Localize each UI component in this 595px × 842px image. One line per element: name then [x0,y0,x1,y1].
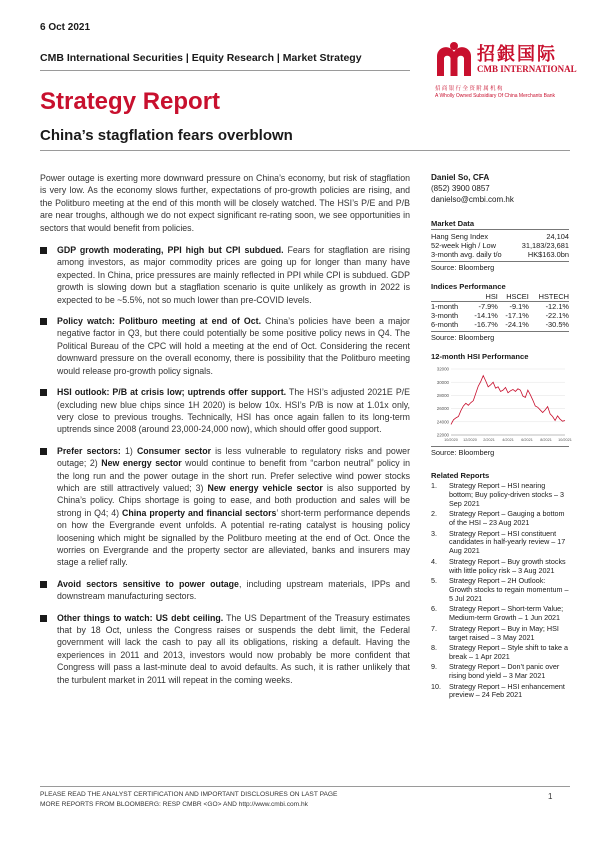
related-report-number: 7. [431,623,437,633]
logo-subtitle-cn: 招 商 银 行 全 资 附 属 机 构 [435,86,503,92]
x-tick-label: 10/2020 [444,437,458,442]
related-title: Related Reports [431,471,490,481]
bullet-text: Fears for stagflation are rising among investors, as major commodity prices are going up for longer than many have expected. In China, price pressures are mainly reflected in PPI while CPI is subdued. GDP growth is slowing down but a stagflation scenario is quite unlikely as growth in 2022 is expected to be ~5.5%, not so much lower than pre-COVID levels. [57,245,410,305]
indices-header-row [431,292,569,302]
related-report-number: 1. [431,481,437,491]
title-divider [40,150,570,151]
related-report-text: Strategy Report – Gauging a bottom of the HSI – 23 Aug 2021 [449,509,565,528]
logo-chinese-text: 招銀国际 [477,44,557,65]
bullet-item [40,612,410,686]
y-tick-label: 22000 [436,432,449,438]
bullet-text: would continue to benefit from “carbon neutral” policy in the long run and the power outage in the short run. Prefer selective wind power stocks which are still attractively valued; 3) [57,458,410,493]
bullet-heading: Policy watch: Politburo meeting at end of Oct. [57,316,262,327]
indices-cell: -22.1% [545,311,569,321]
page-title: China’s stagflation fears overblown [40,127,293,144]
header-divider [40,70,410,71]
market-data-value: 24,104 [546,232,569,241]
indices-table [431,292,569,330]
footer-divider [40,786,570,787]
header-title: CMB International Securities | Equity Research | Market Strategy [40,52,362,64]
bullet-list [40,244,410,686]
indices-header: HSI [467,292,498,302]
main-body [40,172,410,695]
related-report-item [431,625,569,643]
indices-cell: -7.9% [478,302,498,312]
x-tick-label: 8/2021 [540,437,552,442]
x-tick-label: 10/2021 [558,437,572,442]
y-tick-label: 24000 [436,419,449,425]
related-report-item [431,530,569,557]
indices-header: HSCEI [498,292,529,302]
hsi-line-chart [431,365,572,445]
report-type: Strategy Report [40,88,221,115]
related-report-number: 5. [431,576,437,586]
related-report-item [431,644,569,662]
bullet-text: is less vulnerable to regulatory risks and power outage; 2) [57,445,410,469]
market-data-row [431,232,569,241]
related-report-number: 9. [431,662,437,672]
indices-cell: 1-month [431,302,459,312]
sidebar [431,172,572,702]
related-report-text: Strategy Report – Style shift to take a break – 1 Apr 2021 [449,642,569,661]
sector-name: New energy sector [101,458,182,469]
indices-cell: -9.1% [509,302,529,312]
cmbi-logo [433,40,581,104]
related-report-item [431,558,569,576]
x-tick-label: 4/2021 [502,437,514,442]
related-report-item [431,510,569,528]
bullet-item [40,386,410,436]
cmb-logo-icon [433,40,475,80]
page-number: 1 [548,792,553,801]
analyst-phone: (852) 3900 0857 [431,184,490,193]
y-tick-label: 26000 [436,406,449,412]
indices-row [431,311,569,320]
indices-cell: 3-month [431,311,459,321]
market-data-value: HK$163.0bn [527,250,569,260]
logo-subtitle-en: A Wholly Owned Subsidiary Of China Merchants Bank [435,93,556,99]
related-report-text: Strategy Report – Short-term Value; Medium-term Growth – 1 Jun 2021 [449,604,564,623]
y-tick-label: 30000 [436,379,449,385]
related-report-item [431,683,569,701]
related-report-item [431,482,569,509]
market-data-value: 31,183/23,681 [521,241,569,251]
y-tick-label: 28000 [436,392,449,398]
related-report-number: 3. [431,528,437,538]
bullet-text: China’s policies have been a major negative factor in Q3, but there could potentially be some positive policy news in Q4. The Political Bureau of the CPC will hold a meeting at the end of Oct. Considering the recent downward pressure on the overall economy, there is possibility that the Politburo meeting would release pro-growth policy signals. [57,316,410,376]
indices-row [431,302,569,312]
indices-row [431,320,569,329]
bullet-item [40,445,410,569]
indices-header [431,292,467,302]
related-report-text: Strategy Report – 2H Outlook: Growth stocks to regain momentum – 5 Jul 2021 [449,576,569,603]
bullet-item [40,315,410,377]
indices-cell: -17.1% [505,311,529,321]
bullet-text: ’ short-term performance depends on how the Evergrande event unfolds. A potential re-rating catalyst is housing policy loosening which might be signalled by the Politburo meeting at the end of Oct. Once the worries on Evergrande and the property sector are alleviated, banks and insurers may stage a relief rally. [57,507,411,568]
bullet-square [40,581,47,588]
bullet-heading: Avoid sectors sensitive to power outage [57,578,239,589]
related-report-item [431,605,569,623]
bullet-text: The US Department of the Treasury estimates that by 18 Oct, unless the Congress raises or suspends the debt limit, the Federal government will lack the cash to pay all its obligations, risking a default. Having the experiences in 2011 and 2013, investors would now probably be more confident that Congress will pass a last-minute deal to avoid defaults. As such, it is rather unlikely that the turbulent market in 2011 will repeat in the coming weeks. [57,612,410,685]
indices-source: Source: Bloomberg [431,331,569,342]
related-report-text: Strategy Report – Buy in May; HSI target raised – 3 May 2021 [449,623,559,642]
bullet-square [40,318,47,325]
related-report-number: 8. [431,642,437,652]
x-tick-label: 2/2021 [483,437,495,442]
x-tick-label: 12/2020 [463,437,477,442]
bullet-text: , including upstream materials, IPPs and downstream manufacturing sectors. [57,578,410,602]
market-data-label: 3-month avg. daily t/o [431,250,502,260]
intro-paragraph: Power outage is exerting more downward pressure on China’s economy, but risk of stagflation is very low. As the economy slows further, expectations of pro-growth policies are rising, and the Politburo meeting at the end of this month will be closely watched. The HSI’s P/E and P/B are near troughs, although we do not expect significant re-rating soon, we see opportunities in sectors that would benefit from policies. [40,173,410,233]
related-report-text: Strategy Report – HSI nearing bottom; Buy policy-driven stocks – 3 Sep 2021 [449,481,565,508]
bullet-item [40,244,410,306]
related-report-number: 10. [431,681,441,691]
related-report-text: Strategy Report – Don’t panic over rising bond yield – 3 Mar 2021 [449,662,560,681]
related-report-item [431,577,569,604]
analyst-name: Daniel So, CFA [431,173,490,182]
market-data-row [431,241,569,250]
market-data-row [431,250,569,259]
indices-cell: -14.1% [474,311,498,321]
hsi-series-line [451,375,565,424]
chart-source: Source: Bloomberg [431,446,569,457]
market-data-label: Hang Seng Index [431,232,489,241]
indices-cell: -24.1% [505,320,529,330]
sector-name: Consumer sector [136,445,212,456]
related-report-number: 2. [431,509,437,519]
bullet-square [40,615,47,622]
related-report-text: Strategy Report – Buy growth stocks with little policy risk – 3 Aug 2021 [449,556,566,575]
related-report-number: 6. [431,604,437,614]
bullet-heading: Other things to watch: US debt ceiling. [57,612,224,623]
chart-title: 12-month HSI Performance [431,351,529,361]
indices-cell: -30.5% [545,320,569,330]
bullet-text: The HSI’s adjusted 2021E P/E (excluding new blue chips since 1H 2020) is below 10x. HSI’s P/B is now at 1.01x only, very close to previous troughs. Technically, HSI has once again fallen to its long-term uptrends since 2008 (around 23,000-24,000 now), which should offer good support. [57,387,410,435]
bullet-square [40,389,47,396]
related-list [431,482,569,700]
report-date: 6 Oct 2021 [40,22,91,33]
market-data-label: 52-week High / Low [431,241,496,251]
bullet-heading: GDP growth moderating, PPI high but CPI subdued. [57,245,284,256]
bullet-text: 1) [120,445,137,456]
bullet-square [40,247,47,254]
indices-cell: -16.7% [474,320,498,330]
sector-name: China property and financial sectors [121,507,277,518]
x-tick-label: 6/2021 [521,437,533,442]
indices-header: HSTECH [529,292,569,302]
y-tick-label: 32000 [436,366,449,372]
market-data-source: Source: Bloomberg [431,261,569,272]
bullet-heading: Prefer sectors: [57,445,121,456]
related-report-text: Strategy Report – HSI constituent candidates in half-yearly review – 17 Aug 2021 [449,528,566,556]
market-data-title: Market Data [431,219,569,230]
bullet-heading: HSI outlook: P/B at crisis low; uptrends offer support. [57,387,287,398]
sector-name: New energy vehicle sector [207,482,323,493]
bullet-text: is also supported by China’s policy. Chips shortage is going to ease, and both production and sales will be strong in Q4; 4) [57,482,411,518]
indices-title: Indices Performance [431,281,506,291]
bullet-item [40,578,410,603]
related-report-item [431,663,569,681]
indices-cell: 6-month [431,320,459,330]
analyst-email: danielso@cmbi.com.hk [431,195,514,204]
footer-disclosure: PLEASE READ THE ANALYST CERTIFICATION AND IMPORTANT DISCLOSURES ON LAST PAGE [40,791,338,798]
related-report-text: Strategy Report – HSI enhancement preview – 24 Feb 2021 [449,681,565,700]
indices-cell: -12.1% [545,302,569,312]
logo-english-text: CMB INTERNATIONAL [477,64,577,74]
footer-bloomberg: MORE REPORTS FROM BLOOMBERG: RESP CMBR <GO> AND http://www.cmbi.com.hk [40,801,308,808]
related-report-number: 4. [431,556,437,566]
bullet-square [40,448,47,455]
